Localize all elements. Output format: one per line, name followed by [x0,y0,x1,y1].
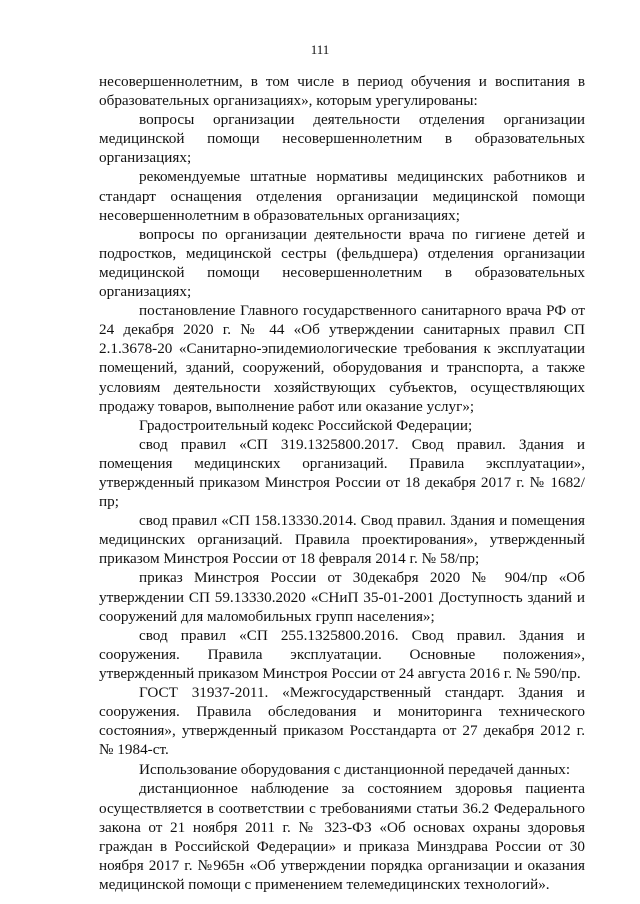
paragraph-regulation: свод правил «СП 158.13330.2014. Свод правил. Здания и помещения медицинских организаций. Правила проектирования», утвержденный приказом Минстроя России от 18 февраля 2014 г. № 58/пр; [99,512,585,568]
paragraph-telemedicine: дистанционное наблюдение за состоянием здоровья пациента осуществляется в соответствии с требованиями статьи 36.2 Федерального закона от 21 ноября 2011 г. № 323-ФЗ «Об основах охраны здоровья граждан в Российской Федерации» и приказа Минздрава России от 30 ноября 2017 г. №965н «Об утверждении порядка организации и оказания медицинской помощи с применением телемедицинских технологий». [99,780,585,893]
paragraph-regulation: свод правил «СП 319.1325800.2017. Свод правил. Здания и помещения медицинских организаций. Правила эксплуатации», утвержденный приказом Минстроя России от 18 декабря 2017 г. № 1682/пр; [99,435,585,511]
paragraph-intro: несовершеннолетним, в том числе в период обучения и воспитания в образовательных организациях», которым урегулированы: [99,73,585,110]
page-number: 111 [310,42,330,57]
paragraph-regulation: ГОСТ 31937-2011. «Межгосударственный стандарт. Здания и сооружения. Правила обследования и мониторинга технического состояния», утвержденный приказом Росстандарта от 27 декабря 2012 г. № 1984-ст. [99,684,585,759]
paragraph-list-item: вопросы по организации деятельности врача по гигиене детей и подростков, медицинской сестры (фельдшера) отделения организации медицинской помощи несовершеннолетним в образовательных организациях; [99,225,585,301]
paragraph-list-item: рекомендуемые штатные нормативы медицинских работников и стандарт оснащения отделения организации медицинской помощи несовершеннолетним в образовательных организациях; [99,168,585,224]
paragraph-heading: Использование оборудования с дистанционной передачей данных: [139,761,571,779]
paragraph-list-item: вопросы организации деятельности отделения организации медицинской помощи несовершеннолетним в образовательных организациях; [99,111,585,167]
paragraph-regulation: постановление Главного государственного санитарного врача РФ от 24 декабря 2020 г. № 44 «Об утверждении санитарных правил СП 2.1.3678-20 «Санитарно-эпидемиологические требования к эксплуатации помещений, зданий, сооружений, оборудования и транспорта, а также условиям деятельности хозяйствующих субъектов, осуществляющих продажу товаров, выполнение работ или оказание услуг»; [99,302,585,415]
paragraph-regulation: приказ Минстроя России от 30декабря 2020 № 904/пр «Об утверждении СП 59.13330.2020 «СНиП 35-01-2001 Доступность зданий и сооружений для маломобильных групп населения»; [99,569,585,625]
document-body [99,72,585,894]
paragraph-regulation: Градостроительный кодекс Российской Федерации; [139,416,473,434]
paragraph-regulation: свод правил «СП 255.1325800.2016. Свод правил. Здания и сооружения. Правила эксплуатации. Основные положения», утвержденный приказом Минстроя России от 24 августа 2016 г. № 590/пр. [99,626,585,682]
